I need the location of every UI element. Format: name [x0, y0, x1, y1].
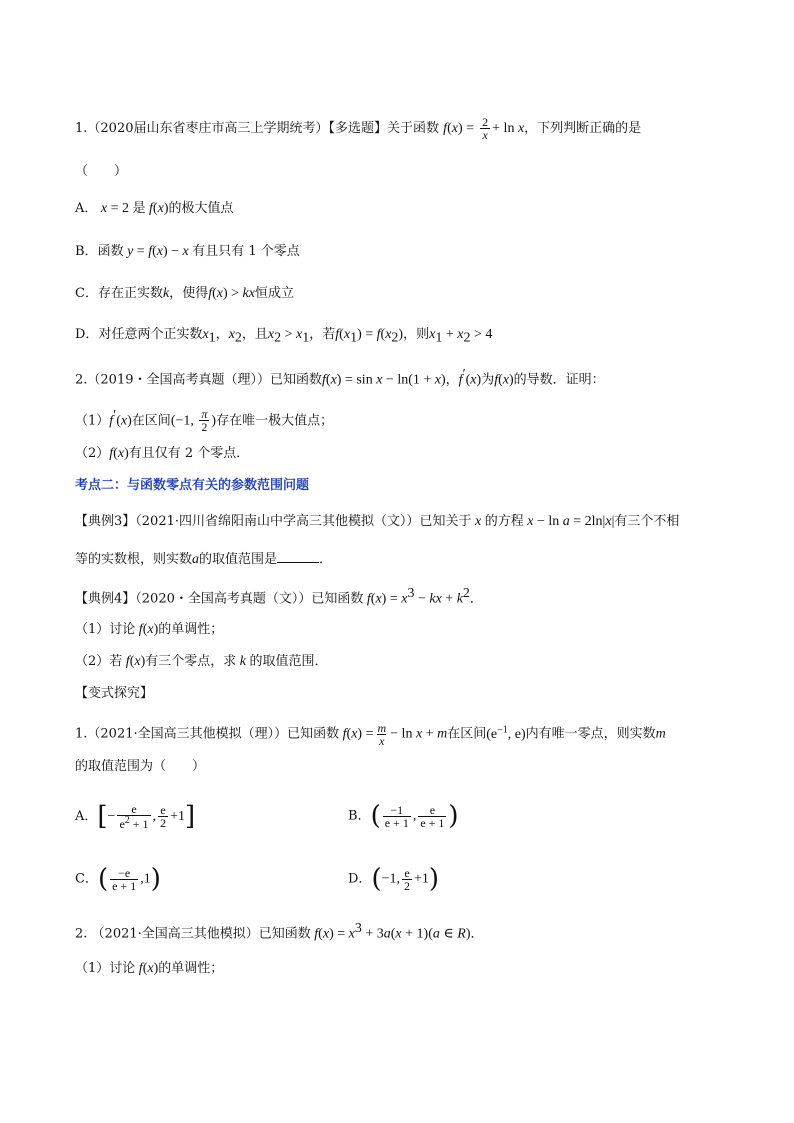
ex3-line-1: 【典例3】（2021·四川省绵阳南山中学高三其他模拟（文））已知关于 x 的方程 x − ln a = 2ln|x|有三个不相	[75, 514, 680, 529]
q1-tag: 【多选题】	[328, 121, 388, 136]
v1-option-a: A．[− $\frac{e}{e^2 + 1}$ , $\frac{e}{2}$ +1]	[75, 801, 196, 832]
ex4-stem: 【典例4】（2020・全国高考真题（文））已知函数 $f(x) = x^3$ − kx + $k^2$．	[75, 586, 483, 607]
q1-formula: f	[443, 121, 448, 136]
q2-part-2: （2）f(x)有且仅有 2 个零点．	[75, 446, 250, 461]
v1-option-b: B．( $\frac{-1}{e + 1}$ , $\frac{e}{e + 1}$ )	[348, 801, 459, 831]
v1-line-2: 的取值范围为（ ）	[75, 759, 206, 774]
answer-blank	[277, 549, 319, 563]
ex3-line-2: 等的实数根，则实数a的取值范围是 ．	[75, 549, 332, 570]
ex4-part-2: （2）若 f(x)有三个零点，求 k 的取值范围．	[75, 654, 328, 669]
v1-option-d: D．(−1, $\frac{e}{2}$ +1)	[348, 864, 440, 894]
q2-part-1: （1）f′(x)在区间(−1, $\frac{\pi}{2}$ )存在唯一极大值点；	[75, 407, 334, 435]
q2-stem: 2.（2019・全国高考真题（理））已知函数f(x) = sin x − ln(1 + x)，f′(x)为f(x)的导数．证明：	[75, 367, 605, 388]
q1-source: （2020届山东省枣庄市高三上学期统考）	[87, 121, 329, 136]
v1-option-c: C．( $\frac{-e}{e + 1}$ ,1)	[75, 864, 161, 894]
v2-stem: 2. （2021·全国高三其他模拟）已知函数 $f(x) = x^3 + 3a(x + 1)(a$ ∈ R)．	[75, 921, 484, 942]
q1-paren: （ ）	[75, 164, 128, 179]
q1-number: 1.	[75, 121, 88, 136]
section-heading: 考点二：与函数零点有关的参数范围问题	[75, 478, 310, 493]
q1-option-c: C．存在正实数k，使得f(x) > kx恒成立	[75, 286, 294, 301]
q1-option-a: A． x = 2 是 f(x)的极大值点	[75, 201, 234, 216]
v1-stem: 1.（2021·全国高三其他模拟（理））已知函数 f(x) = $\frac{m}{x}$ − ln x + m在区间($e^{-1}$, e)内有唯一零点，则实数m	[75, 720, 666, 748]
q1-option-b: B．函数 y = f(x) − x 有且只有 1 个零点	[75, 244, 300, 259]
q1-option-d: D．对任意两个正实数$x_1$，$x_2$，且$x_2 > x_1$，若$f(x_1) = f(x_2)$，则$x_1 + x_2 > 4$	[75, 327, 493, 346]
variant-heading: 【变式探究】	[75, 686, 154, 701]
ex4-part-1: （1）讨论 f(x)的单调性；	[75, 622, 224, 637]
v2-part-1: （1）讨论 f(x)的单调性；	[75, 961, 224, 976]
q1-stem: 1.（2020届山东省枣庄市高三上学期统考）【多选题】关于函数 f(x) = $\frac{2}{x}$ + ln x，下列判断正确的是	[75, 115, 642, 142]
